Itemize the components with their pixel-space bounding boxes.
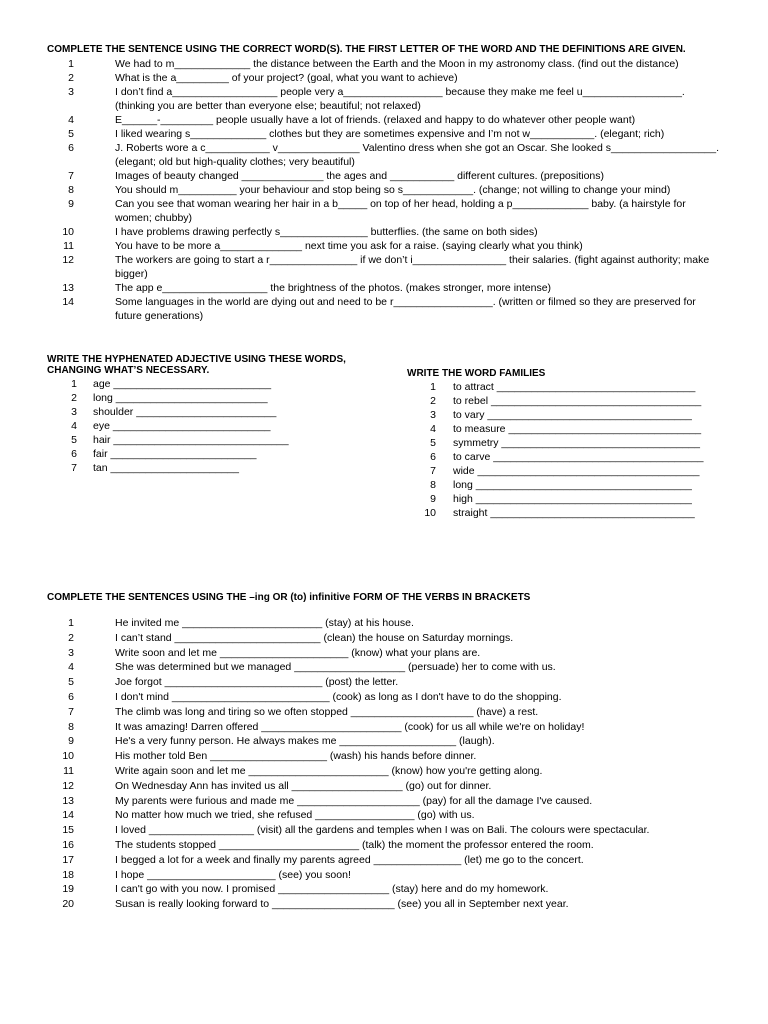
item-number: 6 [68,142,74,154]
item-text: He's a very funny person. He always makes me ____________________ (laugh). [115,735,495,748]
item-number: 17 [62,853,74,866]
section2 [47,354,377,475]
item-text: Images of beauty changed ______________ the ages and ___________ different cultures. (prepositions) [115,170,605,182]
item-number: 4 [68,114,74,126]
item-text: high _____________________________________ [453,493,692,505]
list-item [44,253,724,281]
item-number: 5 [71,434,77,446]
item-number: 8 [68,184,74,196]
item-text: I have problems drawing perfectly s_______________ butterflies. (the same on both sides) [115,226,538,238]
list-item [407,450,737,464]
item-text: hair ______________________________ [93,434,289,446]
item-text: to attract __________________________________ [453,381,696,393]
item-text: We had to m_____________ the distance between the Earth and the Moon in my astronomy class. (find out the distance) [115,58,679,70]
list-item [44,734,744,749]
list-item [44,794,744,809]
item-text: No matter how much we tried, she refused _________________ (go) with us. [115,809,475,822]
item-text: The climb was long and tiring so we often stopped _____________________ (have) a rest. [115,705,539,718]
item-number: 10 [62,226,74,238]
section1-title: COMPLETE THE SENTENCE USING THE CORRECT WORD(S). THE FIRST LETTER OF THE WORD AND THE DEFINITIONS ARE GIVEN. [47,44,686,55]
item-text: fair _________________________ [93,448,257,460]
list-item [44,616,744,631]
item-text: long _____________________________________ [453,479,692,491]
list-item [44,295,724,323]
item-number: 8 [68,720,74,733]
item-text: Susan is really looking forward to _____________________ (see) you all in September next year. [115,898,569,911]
item-text: He invited me ________________________ (stay) at his house. [115,617,414,629]
item-text: The students stopped ________________________ (talk) the moment the professor entered the room. [115,838,594,851]
list-item [44,838,744,853]
item-number: 9 [68,735,74,748]
list-item [44,197,724,225]
item-text: wide ______________________________________ [453,465,700,477]
item-number: 1 [430,381,436,393]
list-item [407,422,737,436]
item-number: 5 [68,676,74,689]
item-text: You have to be more a______________ next time you ask for a raise. (saying clearly what you think) [115,240,583,252]
section3 [407,368,737,520]
item-number: 15 [62,824,74,837]
item-text: She was determined but we managed ___________________ (persuade) her to come with us. [115,661,556,674]
item-text: straight ___________________________________ [453,507,695,519]
item-number: 4 [68,661,74,674]
list-item [44,897,744,912]
item-text: to vary ___________________________________ [453,409,692,421]
item-number: 1 [71,378,77,390]
list-item [44,660,744,675]
item-number: 3 [71,406,77,418]
item-text: Write again soon and let me ________________________ (know) how you're getting along. [115,764,543,777]
item-number: 11 [63,240,74,252]
section2-title-line1: WRITE THE HYPHENATED ADJECTIVE USING THESE WORDS, [47,354,346,365]
list-item [44,127,724,141]
list-item [44,808,744,823]
list-item [47,419,377,433]
item-number: 9 [430,493,436,505]
list-item [44,239,724,253]
item-text: E______-_________ people usually have a lot of friends. (relaxed and happy to do whatever other people want) [115,114,636,126]
list-item [44,675,744,690]
item-number: 20 [62,898,74,911]
item-text: His mother told Ben ____________________ (wash) his hands before dinner. [115,750,477,763]
item-number: 1 [68,617,74,629]
item-number: 3 [68,86,74,98]
item-text: The app e__________________ the brightness of the photos. (makes stronger, more intense) [115,282,552,294]
item-text: tan ______________________ [93,462,239,474]
list-item [44,57,724,71]
item-text: I begged a lot for a week and finally my parents agreed _______________ (let) me go to the concert. [115,853,584,866]
section4-title: COMPLETE THE SENTENCES USING THE –ing OR (to) infinitive FORM OF THE VERBS IN BRACKETS [47,592,531,603]
list-item [407,436,737,450]
list-item [44,113,724,127]
item-text: Joe forgot ___________________________ (post) the letter. [115,676,399,689]
item-number: 6 [430,451,436,463]
item-number: 6 [68,690,74,703]
item-number: 7 [68,170,74,182]
item-text: I don’t find a__________________ people very a_________________ because they make me feel u_________________. (thinking you are better than everyone else; beautiful; not relaxed) [115,86,688,112]
item-number: 12 [62,779,74,792]
item-text: I loved __________________ (visit) all the gardens and temples when I was on Bali. The colours were spectacular. [115,824,650,837]
item-number: 14 [62,809,74,822]
item-number: 1 [68,58,74,70]
list-item [407,478,737,492]
item-number: 5 [430,437,436,449]
item-text: to rebel ____________________________________ [453,395,702,407]
item-text: shoulder ________________________ [93,406,277,418]
item-text: long __________________________ [93,392,268,404]
list-item [47,461,377,475]
list-item [44,764,744,779]
item-number: 2 [71,392,77,404]
item-text: eye ___________________________ [93,420,271,432]
item-text: What is the a_________ of your project? (goal, what you want to achieve) [115,72,458,84]
list-item [407,464,737,478]
item-number: 3 [430,409,436,421]
list-item [44,705,744,720]
list-item [407,394,737,408]
list-item [47,391,377,405]
list-item [47,447,377,461]
list-item [44,225,724,239]
item-number: 8 [430,479,436,491]
list-item [47,377,377,391]
list-item [44,631,744,646]
section4-list [44,616,744,912]
item-number: 2 [430,395,436,407]
item-number: 4 [71,420,77,432]
list-item [44,749,744,764]
item-text: The workers are going to start a r_______________ if we don’t i________________ their salaries. (fight against authority; make bigger) [115,254,713,280]
item-number: 7 [68,705,74,718]
item-number: 14 [62,296,74,308]
list-item [44,281,724,295]
item-number: 4 [430,423,436,435]
item-number: 16 [62,838,74,851]
item-number: 12 [62,254,74,266]
item-text: to carve ____________________________________ [453,451,704,463]
list-item [44,85,724,113]
list-item [44,779,744,794]
list-item [44,868,744,883]
list-item [407,380,737,394]
section1-list [44,57,724,323]
list-item [44,690,744,705]
list-item [44,646,744,661]
item-number: 10 [62,750,74,763]
item-number: 5 [68,128,74,140]
list-item [407,492,737,506]
list-item [407,506,737,520]
item-number: 9 [68,198,74,210]
item-text: to measure _________________________________ [453,423,702,435]
item-number: 11 [63,764,74,777]
section3-list [407,380,737,520]
section2-list [47,377,377,475]
item-number: 10 [424,507,436,519]
item-text: I don't mind ___________________________ (cook) as long as I don't have to do the shopping. [115,690,562,703]
item-number: 6 [71,448,77,460]
item-text: I can't go with you now. I promised ___________________ (stay) here and do my homework. [115,883,549,896]
item-text: My parents were furious and made me _____________________ (pay) for all the damage I've caused. [115,794,593,807]
item-text: I liked wearing s_____________ clothes but they are sometimes expensive and I’m not w___________. (elegant; rich) [115,128,665,140]
list-item [44,141,724,169]
item-number: 2 [68,72,74,84]
list-item [44,169,724,183]
item-text: Some languages in the world are dying out and need to be r_________________. (written or filmed so they are preserved for future generations) [115,296,699,322]
list-item [44,183,724,197]
item-text: I can’t stand _________________________ (clean) the house on Saturday mornings. [115,631,514,644]
item-number: 3 [68,646,74,659]
item-text: symmetry __________________________________ [453,437,700,449]
list-item [44,823,744,838]
item-text: You should m__________ your behaviour and stop being so s____________. (change; not willing to change your mind) [115,184,671,196]
item-number: 7 [71,462,77,474]
item-text: age ___________________________ [93,378,272,390]
item-number: 13 [62,794,74,807]
list-item [44,882,744,897]
list-item [407,408,737,422]
list-item [47,405,377,419]
item-text: Can you see that woman wearing her hair in a b_____ on top of her head, holding a p_____________ baby. (a hairstyle for women; chubby) [115,198,689,224]
section3-title: WRITE THE WORD FAMILIES [407,368,546,379]
item-text: On Wednesday Ann has invited us all ___________________ (go) out for dinner. [115,779,492,792]
item-text: It was amazing! Darren offered ________________________ (cook) for us all while we're on holiday! [115,720,585,733]
item-number: 18 [62,868,74,881]
item-number: 2 [68,631,74,644]
section2-title-line2: CHANGING WHAT’S NECESSARY. [47,365,210,376]
item-text: I hope ______________________ (see) you soon! [115,868,351,881]
item-number: 19 [62,883,74,896]
item-text: Write soon and let me ______________________ (know) what your plans are. [115,646,481,659]
list-item [44,71,724,85]
list-item [47,433,377,447]
item-number: 13 [62,282,74,294]
item-text: J. Roberts wore a c___________ v______________ Valentino dress when she got an Oscar. She looked s__________________. (elegant; old but high-quality clothes; very beautiful) [115,142,722,168]
list-item [44,720,744,735]
item-number: 7 [430,465,436,477]
list-item [44,853,744,868]
